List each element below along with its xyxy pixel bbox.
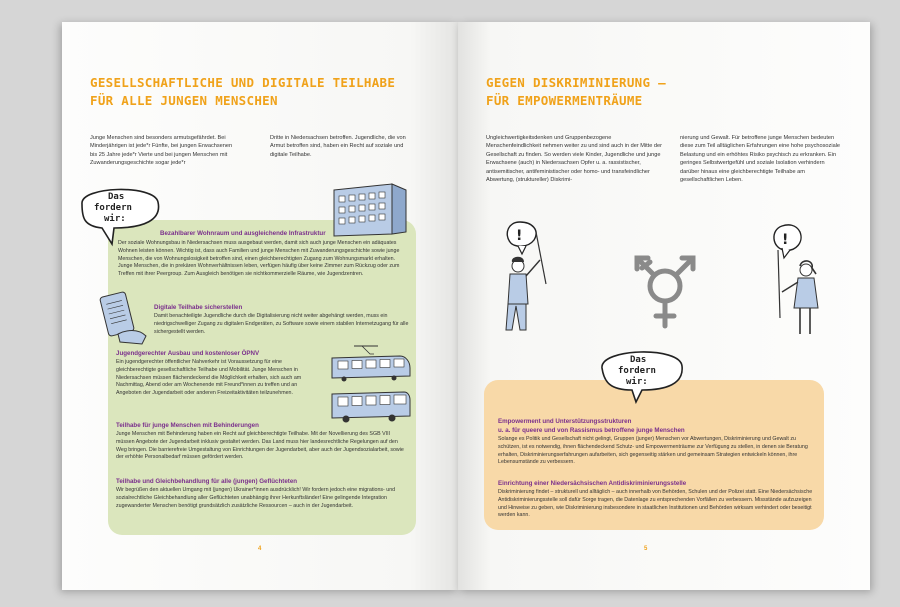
right-title-line1: GEGEN DISKRIMINIERUNG – (486, 75, 666, 90)
gender-symbol-icon (630, 242, 700, 334)
left-title-line2: FÜR ALLE JUNGEN MENSCHEN (90, 93, 278, 108)
section-heading: Teilhabe für junge Menschen mit Behinderungen (116, 422, 259, 429)
section-digital (154, 304, 410, 336)
left-page-title (90, 74, 395, 110)
left-intro-col2: Dritte in Niedersachsen betroffen. Jugendliche, die von Armut betroffen sind, haben ein Recht auf soziale und digitale Teilhabe. (270, 135, 406, 158)
section-heading: Teilhabe und Gleichbehandlung für alle (jungen) Geflüchteten (116, 478, 298, 485)
bubble-text-3: wir: (626, 377, 648, 387)
bubble-text-2: fordern (94, 203, 132, 213)
exclamation-mark: ! (782, 232, 789, 248)
right-page-title (486, 74, 666, 110)
person-sign-icon (492, 218, 572, 338)
section-transport (116, 350, 320, 398)
tablet-hand-icon (96, 290, 150, 346)
section-heading: Einrichtung einer Niedersächsischen Antidiskriminierungsstelle (498, 480, 687, 487)
section-housing-body (118, 240, 410, 279)
section-text: Solange es Politik und Gesellschaft nicht gelingt, Gruppen (junger) Menschen vor Abwertungen, Diskriminierung und Gewalt zu schützen, ist es notwendig, ihnen flächendeckend Schutz- und Empowermenträume zur Verfügung zu stellen, in denen sie Beratung erhalten, Diskriminierungserfahrungen aufarbeiten, sich gegenseitig stärken und gemeinsam Strategien entwickeln können, ihre Lebensumstände zu verbessern. (498, 436, 808, 466)
section-text: Diskriminierung findet – strukturell und alltäglich – auch innerhalb von Behörden, Schulen und der Polizei statt. Eine Niedersächsische Antidiskriminierungsstelle soll dafür Sorge tragen, die Datenlage zu entsprechenden Vorfällen zu verbessern. Missstände aufzuzeigen und Hinweise zu geben, wie Diskriminierung insbesondere in staatlichen Institutionen und Behörden wirksam verhindert oder beseitigt werden kann. (498, 489, 813, 519)
bubble-text-2: fordern (618, 366, 656, 376)
brochure-spread (62, 22, 870, 590)
page-number: 4 (258, 546, 262, 552)
section-heading: Empowerment und Unterstützungsstrukturen (498, 418, 632, 425)
right-title-line2: FÜR EMPOWERMENTRÄUME (486, 93, 643, 108)
person-sign-icon (770, 222, 840, 340)
right-page (458, 22, 870, 590)
right-intro-col1: Ungleichwertigkeitsdenken und Gruppenbezogene Menschenfeindlichkeit nehmen weiter zu und sind auch in der Mitte der Gesellschaft zu finden. So werden viele Kinder, Jugendliche und junge Erwachsene (auch) in Niedersachsen Opfer u. a. rassistischer, antisemitischer, antifeministischer oder homo- und transfeindlicher Abwertung, (struktureller) Diskrimi- (486, 135, 662, 184)
section-text: Der soziale Wohnungsbau in Niedersachsen muss ausgebaut werden, damit sich auch junge Menschen ein adäquates Wohnen leisten können. Wichtig ist, dass auch Familien und junge Menschen mit Zuwanderungsgeschichte sowie junge Menschen, die von Wohnungslosigkeit betroffen sind, einen gleichberechtigten Zugang zum Wohnungsmarkt erhalten. Junge Menschen, die in prekären Wohnverhältnissen leben, verfügen häufig über keine Zimmer zum Rückzug oder zum Treffen mit ihrer Peergroup. Zum Ausgleich benötigen sie nichtkommerzielle Räume, wie Jugendzentren. (118, 240, 400, 278)
bubble-text-1: Das (630, 355, 647, 365)
bus-icon (330, 388, 412, 424)
section-text: Damit benachteiligte Jugendliche durch die Digitalisierung nicht weiter abgehängt werden, muss ein niedrigschwelliger Zugang zu digitalen Endgeräten, zu Software sowie einem stabilen Internetzugang für alle sichergestellt werden. (154, 313, 409, 335)
page-number: 5 (644, 546, 648, 552)
left-title-line1: GESELLSCHAFTLICHE UND DIGITALE TEILHABE (90, 75, 396, 90)
section-text: Junge Menschen mit Behinderung haben ein Recht auf gleichberechtigte Teilhabe. Mit der Novellierung des SGB VIII müssen Angebote der Jugendarbeit inklusiv gestaltet werden. Das Land muss hier landesrechtliche Regelungen auf den Weg bringen. Die barrierefreie Umgestaltung von Einrichtungen der Jugendarbeit, aber auch der Jugendsozialarbeit, sowie der erhöhte Personalbedarf müssen gefördert werden. (116, 431, 404, 461)
section-heading: Jugendgerechter Ausbau und kostenloser ÖPNV (116, 350, 260, 357)
section-text: Ein jugendgerechter öffentlicher Nahverkehr ist Voraussetzung für eine gleichberechtigte gesellschaftliche Teilhabe und Mobilität. Junge Menschen in Niedersachsen müssen flächendeckend die Möglichkeit erhalten, sich auch am Nachmittag, Abend oder am Wochenende mit Freund*innen zu treffen und an Angeboten der Jugendarbeit oder anderen Freizeitaktivitäten teilzunehmen. (116, 359, 302, 397)
section-heading: Digitale Teilhabe sicherstellen (154, 304, 243, 311)
section-text: Wir begrüßen den aktuellen Umgang mit (jungen) Ukrainer*innen ausdrücklich! Wir fordern jedoch eine migrations- und sozialrechtliche Gleichbehandlung aller Geflüchteten unabhängig ihrer Herkunftsländer! Eine gelingende Integration zugewanderter Menschen benötigt grundsätzlich zusätzliche Ressourcen – auch in der Jugendarbeit. (116, 487, 396, 509)
exclamation-mark: ! (516, 228, 523, 244)
right-intro-col2: nierung und Gewalt. Für betroffene junge Menschen bedeuten diese zum Teil alltäglichen Erfahrungen eine hohe psychosoziale Belastung und ein erhöhtes Risiko psychisch zu erkranken. Ein geringes Selbstwertgefühl und soziale Isolation verhindern darüber hinaus eine gleichberechtigte Teilhabe am gesellschaftlichen Leben. (680, 135, 841, 184)
section-antidiscrimination (498, 480, 816, 520)
section-refugees (116, 478, 410, 510)
section-heading: Bezahlbarer Wohnraum und ausgleichende Infrastruktur (160, 230, 326, 237)
das-fordern-wir-bubble (596, 340, 688, 404)
section-housing (160, 230, 412, 239)
bubble-text-1: Das (108, 192, 125, 202)
bubble-text-3: wir: (104, 214, 126, 224)
tram-icon (328, 344, 412, 384)
left-page (62, 22, 458, 590)
section-heading-2: u. a. für queere und von Rassismus betroffene junge Menschen (498, 427, 685, 434)
section-disability (116, 422, 410, 462)
left-intro-col1: Junge Menschen sind besonders armutsgefährdet. Bei Minderjährigen ist jede*r Fünfte, bei jungen Erwachsenen bis 25 Jahre jede*r Vierte und bei jungen Menschen mit Zuwanderungsgeschichte sogar jede*r (90, 135, 233, 167)
section-empowerment (498, 418, 816, 467)
